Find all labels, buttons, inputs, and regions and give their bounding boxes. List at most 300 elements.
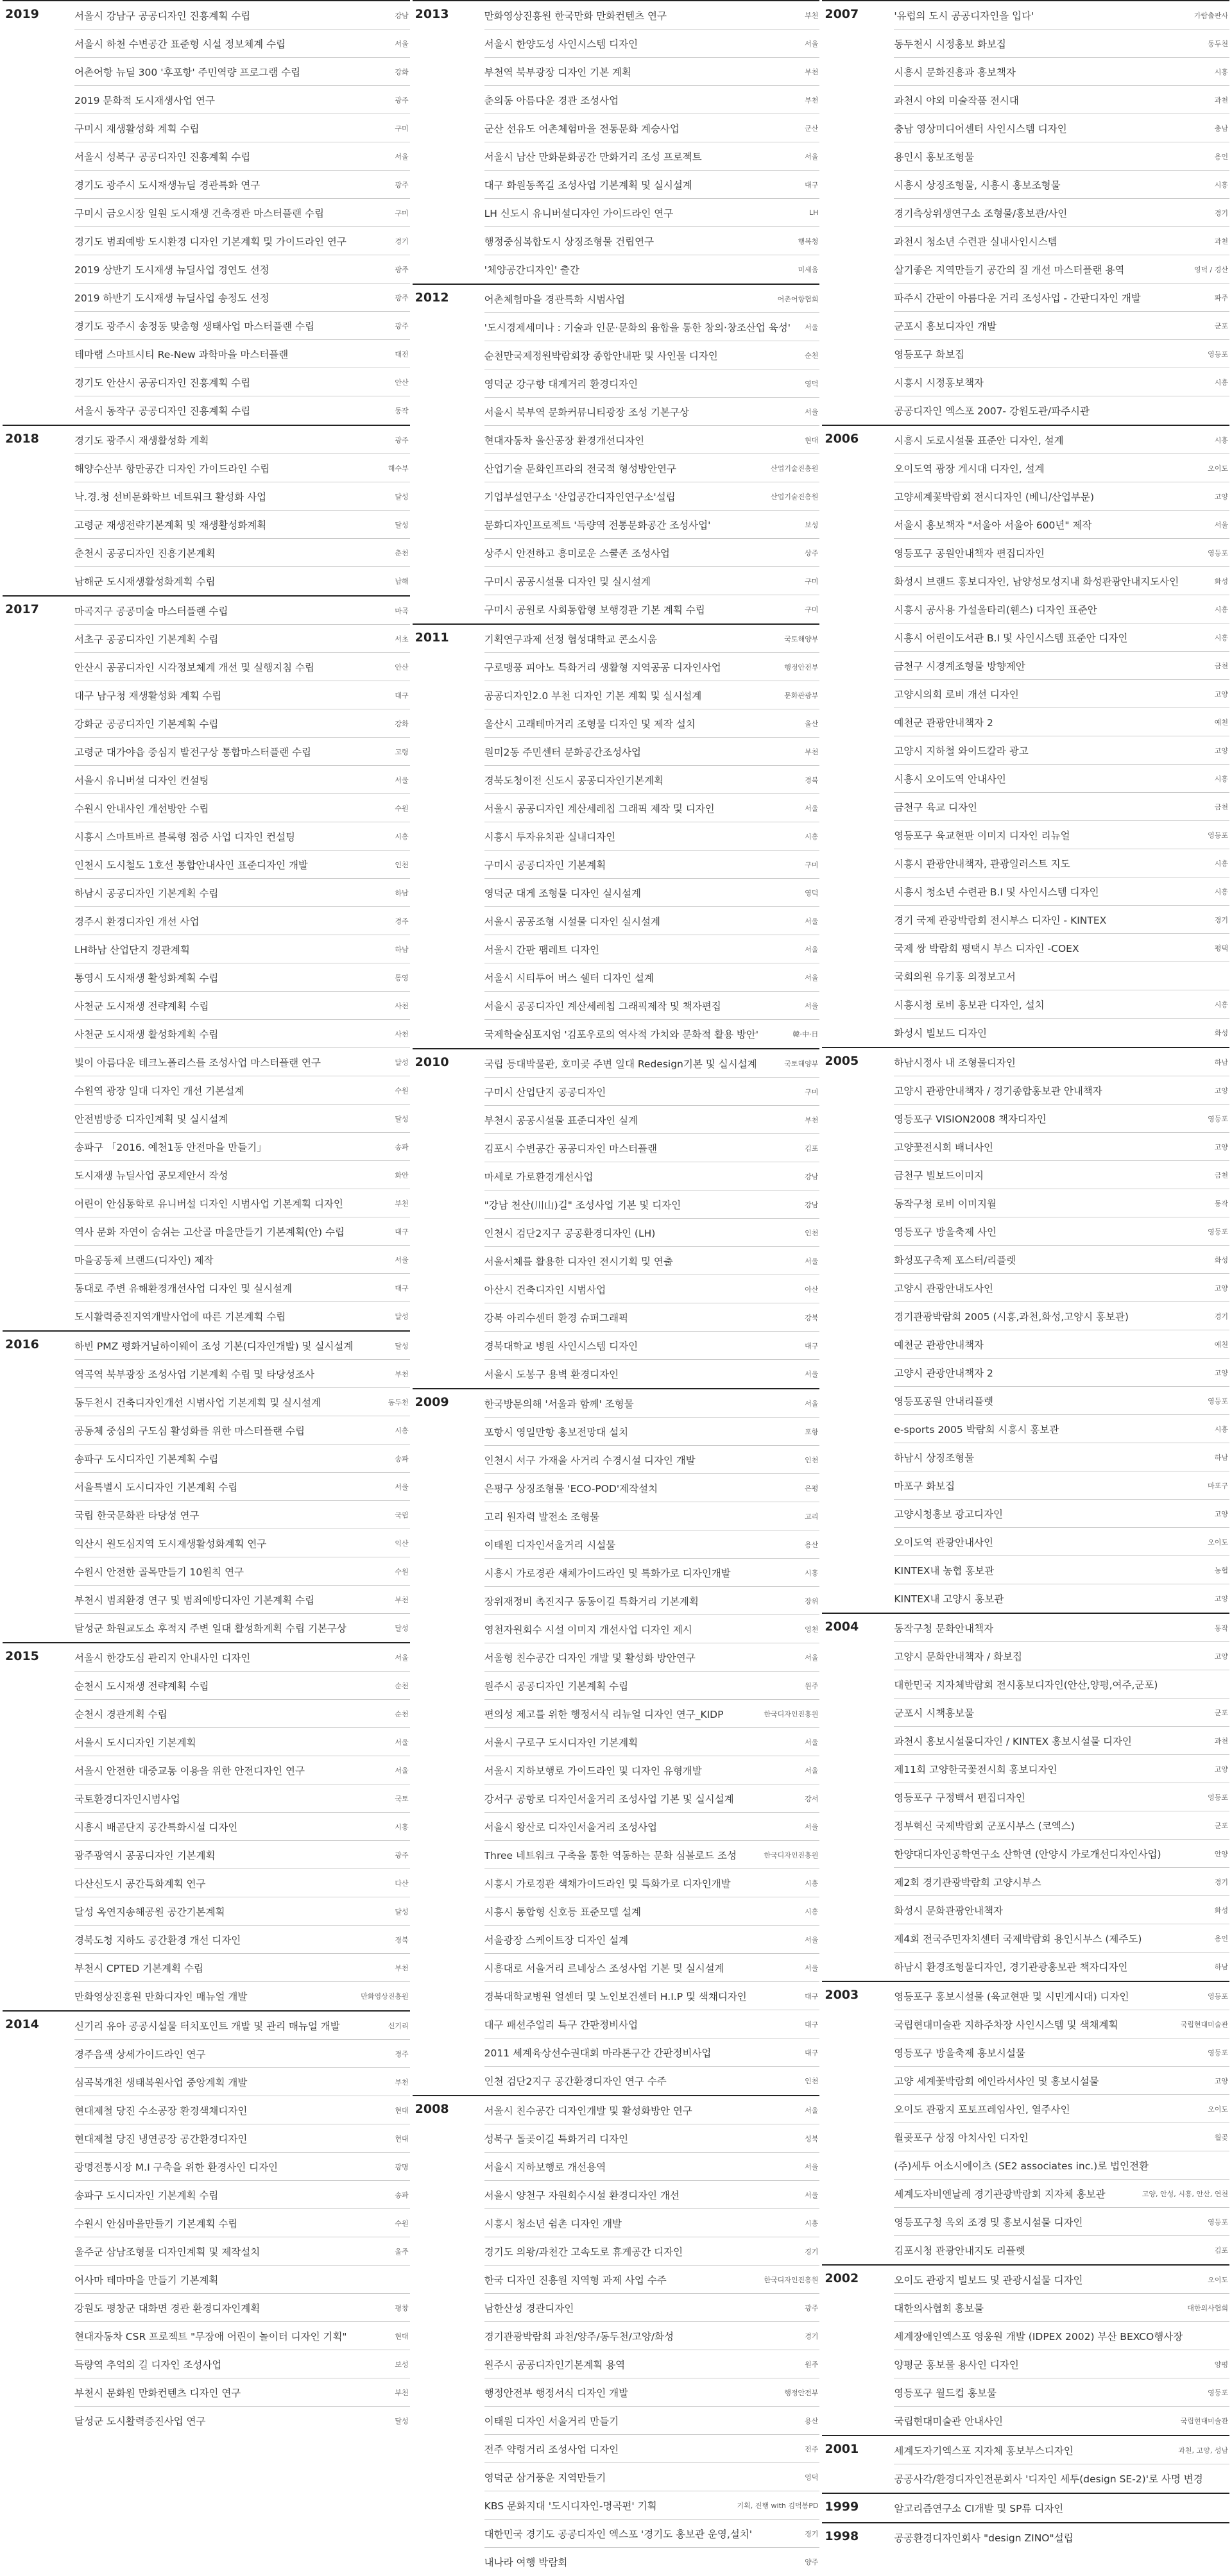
project-title: 서울시 공공디자인 계산세레칩 그래픽제작 및 책자편집 bbox=[484, 1000, 721, 1012]
project-client: 행정안전부 bbox=[784, 2388, 819, 2397]
project-client: 금천 bbox=[1214, 661, 1229, 670]
project-client: 대전 bbox=[395, 350, 409, 359]
project-row bbox=[484, 1020, 820, 1048]
project-client: 화성 bbox=[1214, 1029, 1229, 1037]
project-title: 시흥시 가로경관 색채가이드라인 및 특화가로 디자인개발 bbox=[484, 1877, 731, 1890]
project-title: 해양수산부 항만공간 디자인 가이드라인 수립 bbox=[74, 462, 270, 475]
project-row bbox=[894, 1048, 1229, 1076]
project-client: 경기 bbox=[1214, 915, 1229, 924]
project-row bbox=[74, 396, 410, 425]
project-client: 익산 bbox=[395, 1539, 409, 1548]
project-client: 부천 bbox=[395, 2388, 409, 2397]
project-row bbox=[74, 1332, 410, 1360]
project-title: 금천구 시경계조형물 방향제안 bbox=[894, 660, 1025, 672]
project-row bbox=[74, 1756, 410, 1784]
project-client: 국립 bbox=[395, 1511, 409, 1520]
project-title: 영천자원회수 시설 이미지 개선사업 디자인 제시 bbox=[484, 1623, 692, 1636]
project-client: 구미 bbox=[805, 860, 819, 869]
project-title: 세계도자기엑스포 지자체 홍보부스디자인 bbox=[894, 2445, 1074, 2457]
project-row bbox=[894, 1584, 1229, 1613]
project-client: 대구 bbox=[805, 1992, 819, 2001]
project-client: 다산 bbox=[395, 1879, 409, 1888]
project-title: 서울서체를 활용한 디자인 전시기획 및 연출 bbox=[484, 1255, 673, 1267]
history-column bbox=[3, 0, 410, 2550]
project-client: 군포 bbox=[1214, 1708, 1229, 1717]
project-client: 용산 bbox=[805, 1540, 819, 1549]
project-title: 마을공동체 브랜드(디자인) 제작 bbox=[74, 1254, 214, 1266]
project-client: 서울 bbox=[395, 1766, 409, 1775]
project-title: 원주시 공공디자인기본계획 용역 bbox=[484, 2359, 626, 2371]
project-row bbox=[484, 1332, 820, 1360]
project-row bbox=[894, 1302, 1229, 1330]
year-block bbox=[822, 1047, 1229, 1613]
project-title: 시흥시 청소년 쉼촌 디자인 개발 bbox=[484, 2217, 622, 2230]
project-row bbox=[484, 2463, 820, 2491]
project-title: 과천시 청소년 수련관 실내사인시스템 bbox=[894, 235, 1057, 248]
project-client: 남해 bbox=[395, 577, 409, 586]
project-row bbox=[484, 1784, 820, 1813]
project-title: 국립 한국문화관 타당성 연구 bbox=[74, 1509, 200, 1521]
project-row bbox=[894, 312, 1229, 340]
project-client: 달성 bbox=[395, 2417, 409, 2425]
project-row bbox=[484, 1672, 820, 1700]
project-title: 양평군 홍보물 용사인 디자인 bbox=[894, 2359, 1019, 2371]
year-label: 2001 bbox=[825, 2442, 859, 2456]
project-client: 전주 bbox=[805, 2445, 819, 2453]
project-row bbox=[484, 1474, 820, 1502]
project-title: 서울시 동작구 공공디자인 진흥계획 수립 bbox=[74, 405, 251, 417]
project-row bbox=[74, 539, 410, 567]
project-title: 순천시 도시재생 전략계획 수립 bbox=[74, 1680, 209, 1692]
project-title: 금천구 육교 디자인 bbox=[894, 801, 977, 813]
project-client: 보성 bbox=[395, 2360, 409, 2369]
project-client: 부천 bbox=[805, 96, 819, 105]
project-client: 서울 bbox=[805, 39, 819, 48]
project-client: 경기 bbox=[805, 2247, 819, 2256]
project-client: 오이도 bbox=[1208, 2105, 1229, 2114]
project-client: 강남 bbox=[805, 1200, 819, 1209]
project-title: 경기측상위생연구소 조형물/홍보관/사인 bbox=[894, 207, 1068, 219]
project-row bbox=[74, 935, 410, 963]
project-title: 강화군 공공디자인 기본계획 수립 bbox=[74, 718, 219, 730]
project-row bbox=[74, 2237, 410, 2266]
project-row bbox=[894, 2378, 1229, 2407]
project-title: 서울시 시티투어 버스 쉘터 디자인 설계 bbox=[484, 972, 654, 984]
project-client: 안양 bbox=[1214, 1849, 1229, 1858]
project-row bbox=[484, 255, 820, 284]
project-row bbox=[894, 171, 1229, 199]
project-title: 문화디자인프로젝트 '득량역 전통문화공간 조성사업' bbox=[484, 519, 711, 531]
project-row bbox=[484, 2038, 820, 2067]
project-client: 시흥 bbox=[1214, 436, 1229, 445]
project-row bbox=[74, 963, 410, 992]
project-title: 고양시청홍보 광고디자인 bbox=[894, 1508, 1003, 1520]
project-title: 충남 영상미디어센터 사인시스템 디자인 bbox=[894, 123, 1067, 135]
project-title: 시흥시 문화진흥과 홍보책자 bbox=[894, 66, 1016, 78]
project-title: KBS 문화지대 '도시디자인-명곡편' 기획 bbox=[484, 2500, 657, 2512]
project-title: 서울시 왕산로 디자인서울거리 조성사업 bbox=[484, 1821, 657, 1833]
project-row bbox=[484, 1728, 820, 1756]
project-title: 서울시 도봉구 용벽 환경디자인 bbox=[484, 1369, 619, 1380]
project-client: 영등포 bbox=[1208, 2048, 1229, 2057]
project-row bbox=[894, 2523, 1229, 2552]
year-label: 1999 bbox=[825, 2500, 859, 2514]
project-row bbox=[894, 1246, 1229, 1274]
project-row bbox=[74, 1869, 410, 1897]
project-row bbox=[894, 2407, 1229, 2435]
project-client: 고양 bbox=[1214, 1142, 1229, 1151]
project-title: 어린이 안심통학로 유니버설 디자인 시범사업 기본계획 디자인 bbox=[74, 1198, 343, 1210]
project-title: 2019 문화적 도시재생사업 연구 bbox=[74, 94, 215, 106]
project-title: 서울시 남산 만화문화공간 만화거리 조성 프로젝트 bbox=[484, 151, 702, 163]
project-client: 고령 bbox=[395, 747, 409, 756]
project-row bbox=[894, 962, 1229, 990]
project-row bbox=[74, 1728, 410, 1756]
project-title: 오이도 관광지 빌보드 및 관광시설물 디자인 bbox=[894, 2274, 1083, 2286]
project-row bbox=[894, 368, 1229, 396]
project-title: 장위재정비 촉진지구 동동이길 특화거리 기본계획 bbox=[484, 1595, 699, 1607]
project-client: 부천 bbox=[805, 11, 819, 20]
project-title: 현대자동차 울산공장 환경개선디자인 bbox=[484, 434, 645, 446]
year-label: 2014 bbox=[5, 2017, 39, 2031]
project-title: 과천시 야외 미술작품 전시대 bbox=[894, 94, 1019, 106]
project-row bbox=[74, 597, 410, 625]
project-title: 시흥시 어린이도서관 B.I 및 사인시스템 표준안 디자인 bbox=[894, 632, 1128, 644]
project-list bbox=[484, 625, 820, 1048]
project-title: 서울시 성북구 공공디자인 진흥계획 수립 bbox=[74, 151, 251, 163]
project-client: 고양 bbox=[1214, 1086, 1229, 1095]
project-title: 부천시 CPTED 기본계획 수립 bbox=[74, 1962, 203, 1974]
project-row bbox=[484, 2350, 820, 2378]
project-row bbox=[894, 199, 1229, 227]
project-row bbox=[484, 681, 820, 709]
project-row bbox=[74, 1700, 410, 1728]
project-client: 시흥 bbox=[805, 2219, 819, 2228]
project-row bbox=[484, 1700, 820, 1728]
project-client: 국립현대미술관 bbox=[1180, 2020, 1229, 2029]
project-client: 서울 bbox=[395, 1738, 409, 1747]
project-title: 서울시 간판 팸레트 디자인 bbox=[484, 944, 600, 956]
project-client: 한국디자인진흥원 bbox=[764, 1709, 819, 1718]
project-row bbox=[484, 58, 820, 86]
project-row bbox=[74, 2294, 410, 2322]
project-title: 세계도자비엔날레 경기관광박람회 지자체 홍보관 bbox=[894, 2188, 1106, 2200]
project-title: 경기도 광주시 도시재생뉴딜 경관특화 연구 bbox=[74, 179, 261, 191]
project-row bbox=[484, 2266, 820, 2294]
project-row bbox=[74, 1105, 410, 1133]
project-client: 송파 bbox=[395, 2190, 409, 2199]
project-row bbox=[894, 1359, 1229, 1387]
project-client: 국토해양부 bbox=[784, 634, 819, 643]
project-title: 마세로 가로환경개선사업 bbox=[484, 1171, 594, 1183]
project-row bbox=[74, 1529, 410, 1557]
project-client: 영등포 bbox=[1208, 831, 1229, 840]
year-label: 2009 bbox=[415, 1395, 449, 1409]
project-title: 영등포구청 옥외 조경 및 홍보시설물 디자인 bbox=[894, 2216, 1083, 2228]
project-client: 예천 bbox=[1214, 718, 1229, 727]
project-row bbox=[484, 766, 820, 794]
project-title: 대한민국 지자체박람회 전시홍보디자인(안산,양평,여주,군포) bbox=[894, 1679, 1158, 1691]
project-row bbox=[894, 934, 1229, 962]
project-row bbox=[484, 1559, 820, 1587]
project-title: 산업기술 문화인프라의 전국적 형성방안연구 bbox=[484, 462, 676, 475]
project-client: 동두천 bbox=[388, 1398, 409, 1407]
project-title: 포항시 영일만항 홍보전망대 설치 bbox=[484, 1426, 629, 1438]
project-row bbox=[74, 1473, 410, 1501]
project-client: 국토해양부 bbox=[784, 1059, 819, 1068]
project-row bbox=[484, 1049, 820, 1078]
project-client: 대구 bbox=[805, 180, 819, 189]
project-row bbox=[484, 653, 820, 681]
project-title: 경기도 광주시 재생활성화 계획 bbox=[74, 434, 209, 446]
project-row bbox=[894, 680, 1229, 708]
project-row bbox=[894, 623, 1229, 652]
project-title: 영등포구 구정백서 편집디자인 bbox=[894, 1792, 1025, 1804]
project-row bbox=[484, 2407, 820, 2435]
project-client: 서울 bbox=[805, 2190, 819, 2199]
project-title: 서울시 한강도심 관리지 안내사인 디자인 bbox=[74, 1652, 251, 1664]
project-client: 경주 bbox=[395, 917, 409, 926]
project-title: 2019 상반기 도시재생 뉴딜사업 경연도 선정 bbox=[74, 264, 270, 276]
project-title: 대구 화원동쪽길 조성사업 기본계획 및 실시설계 bbox=[484, 179, 692, 191]
project-title: 한국방문의해 '서울과 함께' 조형물 bbox=[484, 1398, 634, 1410]
project-row bbox=[74, 2068, 410, 2096]
project-client: 구미 bbox=[805, 606, 819, 614]
project-client: 韓·中·日 bbox=[792, 1030, 819, 1038]
project-row bbox=[484, 879, 820, 907]
project-client: 시흥 bbox=[805, 1568, 819, 1577]
year-label: 2010 bbox=[415, 1055, 449, 1069]
project-client: 광주 bbox=[395, 321, 409, 330]
project-client: 현대 bbox=[395, 2134, 409, 2143]
project-client: 달성 bbox=[395, 1312, 409, 1321]
project-client: 강화 bbox=[395, 719, 409, 728]
project-client: 구미 bbox=[395, 124, 409, 133]
year-label: 2012 bbox=[415, 291, 449, 305]
project-row bbox=[74, 625, 410, 653]
project-title: '체양공간디자인' 출간 bbox=[484, 264, 579, 276]
project-client: 광주 bbox=[805, 2303, 819, 2312]
project-title: (주)세투 어소시에이츠 (SE2 associates inc.)로 법인전환 bbox=[894, 2160, 1149, 2172]
project-title: 현대제철 당진 냉연공장 공간환경디자인 bbox=[74, 2133, 248, 2145]
project-title: 화성시 브랜드 홍보디자인, 남양성모성지내 화성관광안내지도사인 bbox=[894, 575, 1179, 588]
project-title: 서울시 북부역 문화커뮤니티광장 조성 기본구상 bbox=[484, 406, 689, 418]
project-client: 서울 bbox=[1214, 520, 1229, 529]
project-row bbox=[484, 1162, 820, 1191]
project-client: 영등포 bbox=[1208, 1992, 1229, 2001]
project-row bbox=[74, 199, 410, 227]
project-client: 영덕 / 경산 bbox=[1194, 265, 1229, 274]
project-client: 영등포 bbox=[1208, 2217, 1229, 2226]
project-client: 서울 bbox=[805, 2106, 819, 2115]
project-row bbox=[894, 2123, 1229, 2151]
project-row bbox=[74, 2322, 410, 2350]
project-row bbox=[484, 935, 820, 963]
project-client: 서울 bbox=[805, 152, 819, 161]
project-client: 아산 bbox=[805, 1285, 819, 1294]
project-row bbox=[74, 284, 410, 312]
project-row bbox=[484, 454, 820, 482]
project-title: 국회의원 유기홍 의정보고서 bbox=[894, 970, 1016, 983]
project-list bbox=[894, 426, 1229, 1047]
project-row bbox=[894, 652, 1229, 680]
project-row bbox=[484, 1191, 820, 1219]
project-row bbox=[484, 822, 820, 851]
project-title: 예천군 관광안내책자 2 bbox=[894, 716, 993, 729]
project-row bbox=[484, 1841, 820, 1869]
project-client: 인천 bbox=[805, 2077, 819, 2085]
project-row bbox=[74, 340, 410, 368]
project-client: 시흥 bbox=[1214, 605, 1229, 614]
project-title: 기획연구과제 선정 협성대학교 콘소시움 bbox=[484, 633, 657, 645]
project-title: 한국 디자인 진흥원 지역형 과제 사업 수주 bbox=[484, 2274, 667, 2286]
project-title: 수원역 광장 일대 디자인 개선 기본설계 bbox=[74, 1085, 244, 1097]
project-title: 시흥시 상징조형물, 시흥시 홍보조형물 bbox=[894, 179, 1061, 191]
project-title: 하남시 공공디자인 기본계획 수립 bbox=[74, 887, 219, 899]
project-row bbox=[894, 1133, 1229, 1161]
project-title: 시흥시 오이도역 안내사인 bbox=[894, 773, 1006, 785]
project-title: 2011 세계육상선수권대회 마라톤구간 간판정비사업 bbox=[484, 2047, 712, 2059]
project-client: 과천, 고양, 성남 bbox=[1178, 2446, 1229, 2455]
project-row bbox=[484, 595, 820, 623]
project-client: 광명 bbox=[395, 2162, 409, 2171]
project-row bbox=[484, 1813, 820, 1841]
project-row bbox=[894, 1642, 1229, 1670]
project-row bbox=[74, 1, 410, 30]
project-title: 국제학술심포지엄 '김포우로의 역사적 가치와 문화적 활용 방안' bbox=[484, 1029, 759, 1040]
project-row bbox=[74, 992, 410, 1020]
project-title: 파주시 간판이 아름다운 거리 조성사업 - 간판디자인 개발 bbox=[894, 292, 1141, 304]
project-list bbox=[74, 1, 410, 425]
project-row bbox=[484, 1502, 820, 1530]
project-client: 고양 bbox=[1214, 1595, 1229, 1603]
project-client: 대구 bbox=[805, 2048, 819, 2057]
project-client: 시흥 bbox=[1214, 887, 1229, 896]
project-client: 부천 bbox=[805, 747, 819, 756]
project-title: 순천만국제정원박람회장 종합안내판 및 사인물 디자인 bbox=[484, 350, 718, 362]
project-title: 한양대디자인공학연구소 산학연 (안양시 가로개선디자인사업) bbox=[894, 1848, 1161, 1860]
project-client: 고양 bbox=[1214, 746, 1229, 755]
project-client: 하남 bbox=[1214, 1963, 1229, 1971]
project-client: 광주 bbox=[395, 436, 409, 445]
project-title: 순천시 경관계획 수립 bbox=[74, 1708, 167, 1720]
project-title: 내나라 여행 박람회 bbox=[484, 2557, 568, 2568]
project-title: 대한민국 경기도 공공디자인 엑스포 '경기도 홍보관 운영,설치' bbox=[484, 2528, 753, 2540]
project-row bbox=[894, 2236, 1229, 2264]
project-client: 달성 bbox=[395, 520, 409, 529]
project-client: 수원 bbox=[395, 1086, 409, 1095]
project-title: 부천시 문화원 만화컨텐츠 디자인 연구 bbox=[74, 2387, 241, 2399]
project-title: 송파구 도시디자인 기본계획 수립 bbox=[74, 2189, 219, 2201]
project-row bbox=[484, 511, 820, 539]
project-client: 영등포 bbox=[1208, 1227, 1229, 1236]
project-client: 원주 bbox=[805, 1681, 819, 1690]
project-row bbox=[74, 2181, 410, 2209]
project-client: 예천 bbox=[1214, 1340, 1229, 1349]
project-row bbox=[484, 738, 820, 766]
project-client: 시흥 bbox=[805, 1879, 819, 1888]
project-client: 경북 bbox=[395, 1935, 409, 1944]
project-title: 군산 선유도 어촌체험마을 전통문화 계승사업 bbox=[484, 123, 680, 135]
project-title: 정부혁신 국제박람회 군포시부스 (코엑스) bbox=[894, 1820, 1075, 1832]
project-client: 달성 bbox=[395, 1907, 409, 1916]
project-title: 영등포구 방울축제 사인 bbox=[894, 1226, 997, 1238]
project-title: 시흥시 공사용 가설울타리(휀스) 디자인 표준안 bbox=[894, 604, 1097, 616]
project-title: LH하남 산업단지 경관계획 bbox=[74, 944, 190, 956]
project-client: 동작 bbox=[1214, 1199, 1229, 1208]
project-client: 서울 bbox=[805, 973, 819, 982]
project-row bbox=[74, 2040, 410, 2068]
project-client: 마곡 bbox=[395, 606, 409, 615]
year-label: 2004 bbox=[825, 1620, 859, 1634]
project-row bbox=[74, 1048, 410, 1076]
project-title: 심곡복개천 생태복원사업 중앙계획 개발 bbox=[74, 2076, 248, 2089]
project-row bbox=[894, 340, 1229, 368]
project-row bbox=[484, 992, 820, 1020]
project-client: 서울 bbox=[395, 152, 409, 161]
project-client: 산업기술진흥원 bbox=[770, 492, 819, 501]
project-client: 대구 bbox=[805, 2020, 819, 2029]
year-label: 2019 bbox=[5, 7, 39, 21]
project-title: 경북도청 지하도 공간환경 개선 디자인 bbox=[74, 1934, 241, 1946]
project-row bbox=[74, 1643, 410, 1672]
project-title: 송파구 도시디자인 기본계획 수립 bbox=[74, 1453, 219, 1465]
project-client: 어촌어항협회 bbox=[777, 294, 819, 303]
project-client: 경기 bbox=[805, 2529, 819, 2538]
year-label: 2017 bbox=[5, 602, 39, 616]
project-row bbox=[894, 1471, 1229, 1500]
project-client: 구미 bbox=[805, 577, 819, 586]
project-row bbox=[74, 822, 410, 851]
project-client: 원주 bbox=[805, 2360, 819, 2369]
project-row bbox=[894, 1840, 1229, 1868]
project-row bbox=[484, 2322, 820, 2350]
project-title: 익산시 원도심지역 도시재생활성화계획 연구 bbox=[74, 1538, 267, 1550]
project-client: 동작 bbox=[1214, 1623, 1229, 1632]
project-row bbox=[894, 1500, 1229, 1528]
project-row bbox=[74, 1982, 410, 2010]
project-row bbox=[74, 1133, 410, 1161]
project-row bbox=[894, 1727, 1229, 1755]
project-title: 공공사각/환경디자인전문회사 '디자인 세투(design SE-2)'로 사명 변경 bbox=[894, 2473, 1203, 2485]
project-title: 금천구 빌보드이미지 bbox=[894, 1169, 984, 1182]
project-row bbox=[74, 2378, 410, 2407]
project-title: 원주시 공공디자인 기본계획 수립 bbox=[484, 1680, 629, 1692]
project-client: 강서 bbox=[805, 1794, 819, 1803]
project-client: 보성 bbox=[805, 520, 819, 529]
project-client: 금천 bbox=[1214, 1171, 1229, 1180]
project-row bbox=[74, 1614, 410, 1642]
project-client: 부천 bbox=[805, 67, 819, 76]
project-title: 마포구 화보집 bbox=[894, 1480, 955, 1492]
year-label: 2015 bbox=[5, 1649, 39, 1663]
project-row bbox=[894, 539, 1229, 567]
project-client: 영등포 bbox=[1208, 1396, 1229, 1405]
project-title: 동두천시 건축디자인개선 시범사업 기본계획 및 실시설계 bbox=[74, 1396, 321, 1409]
project-title: 구로맹풍 피아노 특화거리 생활형 지역공공 디자인사업 bbox=[484, 661, 721, 674]
project-title: 행정안전부 행정서식 디자인 개발 bbox=[484, 2387, 629, 2399]
project-row bbox=[894, 1, 1229, 30]
project-title: 고양꽃전시회 배너사인 bbox=[894, 1141, 994, 1153]
project-client: 과천 bbox=[1214, 96, 1229, 105]
project-client: 광주 bbox=[395, 180, 409, 189]
project-row bbox=[894, 990, 1229, 1019]
project-row bbox=[894, 595, 1229, 623]
project-client: 김포 bbox=[1214, 2246, 1229, 2255]
project-title: 고리 원자력 발전소 조형물 bbox=[484, 1511, 600, 1523]
project-row bbox=[894, 1811, 1229, 1840]
project-client: 고양 bbox=[1214, 2076, 1229, 2085]
